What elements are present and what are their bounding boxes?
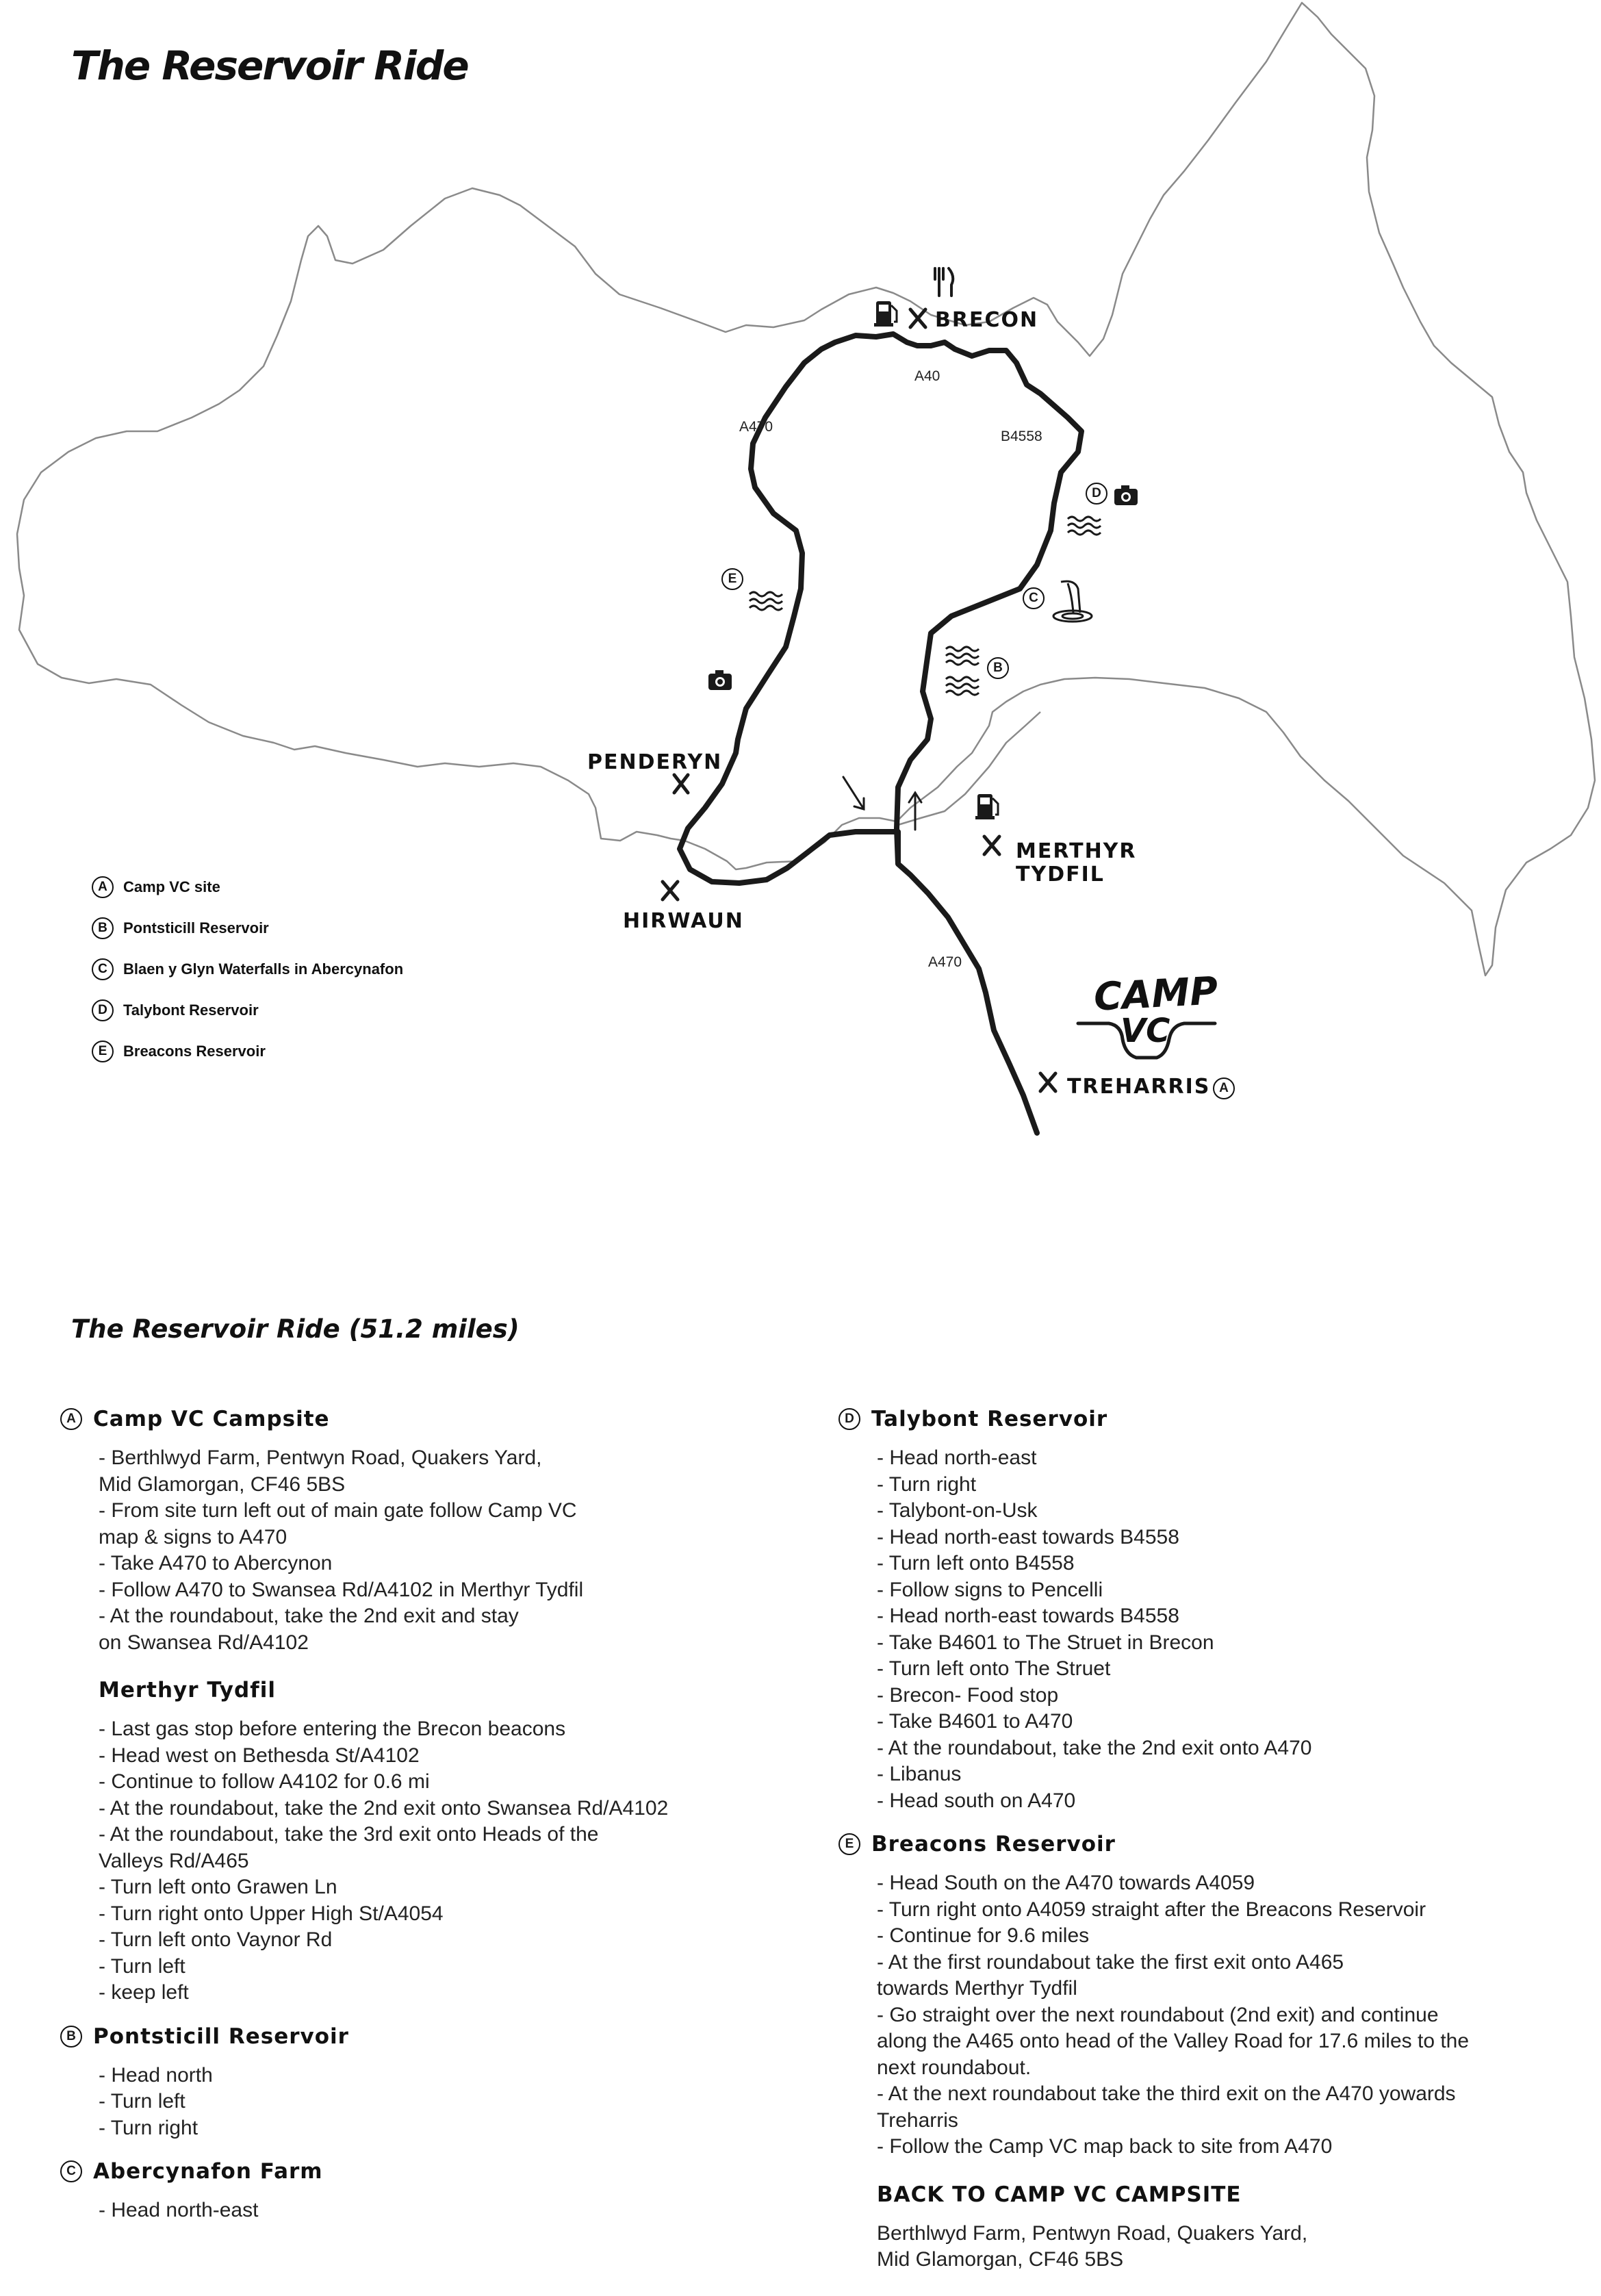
- camera-icon: [708, 670, 732, 690]
- legend-label: Breacons Reservoir: [123, 1043, 266, 1060]
- step-line: along the A465 onto head of the Valley Road for 17.6 miles to the: [877, 2030, 1470, 2052]
- step-line: - Turn right onto A4059 straight after the Breacons Reservoir: [877, 1898, 1426, 1921]
- legend-item: [92, 949, 403, 990]
- step-line: - Head north-east towards B4558: [877, 1605, 1179, 1627]
- section-marker: B: [60, 2026, 82, 2048]
- step-line: - Talybont-on-Usk: [877, 1499, 1038, 1522]
- step-line: - Take A470 to Abercynon: [99, 1552, 333, 1574]
- legend-label: Pontsticill Reservoir: [123, 919, 269, 936]
- step-line: on Swansea Rd/A4102: [99, 1631, 309, 1654]
- penderyn-label: PENDERYN: [587, 750, 723, 774]
- step-line: - Follow the Camp VC map back to site from A470: [877, 2135, 1333, 2158]
- road-label-b4558: B4558: [1001, 429, 1042, 444]
- section-marker: C: [60, 2160, 82, 2182]
- legend-item: [92, 1031, 403, 1072]
- step-line: - Turn left: [99, 2090, 185, 2113]
- step-line: - Turn right onto Upper High St/A4054: [99, 1902, 444, 1925]
- step-line: - Turn left onto B4558: [877, 1552, 1075, 1574]
- step-line: - Turn right: [877, 1472, 977, 1496]
- food-stop-icon: [935, 268, 953, 296]
- step-line: map & signs to A470: [99, 1525, 287, 1548]
- road-label-a40: A40: [914, 368, 940, 384]
- step-line: - Berthlwyd Farm, Pentwyn Road, Quakers Yard,: [99, 1446, 542, 1469]
- section-c-steps: [99, 2197, 799, 2224]
- step-line: Mid Glamorgan, CF46 5BS: [99, 1472, 346, 1496]
- step-line: - Take B4601 to The Struet in Brecon: [877, 1631, 1214, 1654]
- step-line: - Take B4601 to A470: [877, 1710, 1073, 1733]
- section-title: Camp VC Campsite: [93, 1407, 330, 1431]
- map-marker-b: B: [987, 657, 1009, 679]
- step-line: - At the roundabout, take the 2nd exit and stay: [99, 1605, 519, 1627]
- camera-icon: [1114, 485, 1138, 505]
- back-to-campsite-address: [877, 2221, 1591, 2273]
- section-e-steps: [877, 1870, 1591, 2273]
- waterfall-icon: [1053, 581, 1092, 622]
- step-line: - Continue to follow A4102 for 0.6 mi: [99, 1770, 430, 1793]
- legend-item: [92, 867, 403, 908]
- camp-vc-logo-camp: CAMP: [1092, 969, 1219, 1020]
- step-line: Valleys Rd/A465: [99, 1849, 249, 1872]
- step-line: next roundabout.: [877, 2056, 1032, 2079]
- water-icon: [750, 592, 782, 610]
- step-line: - Continue for 9.6 miles: [877, 1924, 1090, 1947]
- map-marker-e: E: [721, 568, 743, 590]
- section-d-steps: [877, 1445, 1591, 1814]
- back-to-campsite-heading: BACK TO CAMP VC CAMPSITE: [877, 2182, 1242, 2207]
- brecon-label: BRECON: [935, 308, 1039, 332]
- legend-label: Talybont Reservoir: [123, 1002, 259, 1019]
- section-title: Breacons Reservoir: [871, 1832, 1116, 1857]
- hirwaun-label: HIRWAUN: [623, 909, 744, 933]
- step-line: - Head South on the A470 towards A4059: [877, 1872, 1255, 1894]
- step-line: - Last gas stop before entering the Brecon beacons: [99, 1718, 566, 1740]
- step-line: - Head north-east towards B4558: [877, 1525, 1179, 1548]
- region-boundary-notch: [898, 712, 1040, 825]
- section-marker: D: [838, 1408, 860, 1430]
- step-line: - Head north: [99, 2063, 213, 2087]
- page-title: The Reservoir Ride: [71, 42, 468, 89]
- step-line: - Turn left onto Vaynor Rd: [99, 1928, 333, 1951]
- section-title: Talybont Reservoir: [871, 1407, 1108, 1431]
- step-line: - Head north-east: [99, 2199, 259, 2221]
- hirwaun-x-mark: [663, 882, 678, 900]
- legend-marker: A: [92, 876, 114, 898]
- road-label-a470-north: A470: [739, 419, 773, 435]
- treharris-x-mark: [1040, 1073, 1055, 1091]
- step-line: - At the roundabout, take the 2nd exit onto A470: [877, 1736, 1312, 1759]
- fuel-pump-icon: [874, 301, 897, 327]
- section-marker: E: [838, 1833, 860, 1855]
- step-line: - At the next roundabout take the third exit on the A470 yowards: [877, 2082, 1456, 2105]
- directions-title: The Reservoir Ride (51.2 miles): [71, 1314, 520, 1344]
- merthyr-label-line2: TYDFIL: [1016, 863, 1105, 886]
- map-marker-a: A: [1213, 1077, 1235, 1099]
- town-markers: [663, 309, 1055, 1091]
- merthyr-steps: [99, 1716, 799, 2006]
- water-icon: [946, 647, 979, 665]
- legend-marker: D: [92, 999, 114, 1021]
- step-line: - Head west on Bethesda St/A4102: [99, 1744, 420, 1767]
- legend-label: Blaen y Glyn Waterfalls in Abercynafon: [123, 960, 404, 978]
- section-title: Abercynafon Farm: [93, 2159, 323, 2184]
- section-header-d: [838, 1407, 1591, 1431]
- step-line: - keep left: [99, 1981, 189, 2004]
- region-boundary-main: [17, 3, 1595, 975]
- step-line: - Turn left onto The Struet: [877, 1657, 1111, 1680]
- legend-marker: B: [92, 917, 114, 939]
- step-line: - At the roundabout, take the 3rd exit onto Heads of the: [99, 1823, 599, 1846]
- step-line: - From site turn left out of main gate follow Camp VC: [99, 1499, 577, 1522]
- legend-marker: E: [92, 1041, 114, 1062]
- section-title: Pontsticill Reservoir: [93, 2024, 349, 2049]
- arrow-up-icon: [909, 793, 921, 830]
- map-legend: [92, 867, 403, 1072]
- fuel-pump-icon: [975, 794, 998, 819]
- step-line: - Brecon- Food stop: [877, 1683, 1059, 1707]
- legend-item: [92, 990, 403, 1031]
- camp-vc-logo-vc: VC: [1120, 1012, 1170, 1050]
- step-line: - Turn left onto Grawen Ln: [99, 1876, 337, 1898]
- merthyr-x-mark: [984, 837, 999, 854]
- route-line: [680, 334, 1081, 1133]
- section-header-a: [60, 1407, 799, 1431]
- step-line: - Go straight over the next roundabout (2nd exit) and continue: [877, 2003, 1439, 2026]
- penderyn-x-mark: [674, 775, 688, 793]
- water-icon: [946, 677, 979, 695]
- map-marker-d: D: [1086, 483, 1107, 505]
- step-line: Treharris: [877, 2108, 958, 2132]
- treharris-label: TREHARRIS: [1067, 1075, 1211, 1099]
- merthyr-subheading: Merthyr Tydfil: [99, 1678, 276, 1702]
- merthyr-label-line1: MERTHYR: [1016, 839, 1137, 863]
- step-line: - Head south on A470: [877, 1789, 1076, 1812]
- step-line: - Turn left: [99, 1954, 185, 1978]
- step-line: - Follow signs to Pencelli: [877, 1578, 1103, 1601]
- section-header-e: [838, 1832, 1591, 1857]
- address-line: Mid Glamorgan, CF46 5BS: [877, 2248, 1124, 2271]
- directions-left-column: [60, 1407, 799, 2224]
- step-line: - Libanus: [877, 1763, 962, 1785]
- legend-label: Camp VC site: [123, 878, 220, 895]
- directions-right-column: [838, 1407, 1591, 2273]
- section-header-c: [60, 2159, 799, 2184]
- section-marker: A: [60, 1408, 82, 1430]
- section-b-steps: [99, 2063, 799, 2142]
- map-marker-c: C: [1023, 587, 1045, 609]
- section-a-steps: [99, 1445, 799, 2006]
- road-label-a470-south: A470: [928, 954, 962, 970]
- step-line: towards Merthyr Tydfil: [877, 1977, 1077, 2000]
- brecon-x-mark: [910, 309, 925, 327]
- legend-item: [92, 908, 403, 949]
- water-icon: [1068, 517, 1101, 535]
- section-header-b: [60, 2024, 799, 2049]
- step-line: - At the first roundabout take the first exit onto A465: [877, 1950, 1344, 1974]
- step-line: - Turn right: [99, 2116, 198, 2139]
- legend-marker: C: [92, 958, 114, 980]
- step-line: - At the roundabout, take the 2nd exit onto Swansea Rd/A4102: [99, 1796, 669, 1820]
- step-line: - Follow A470 to Swansea Rd/A4102 in Merthyr Tydfil: [99, 1578, 584, 1601]
- step-line: - Head north-east: [877, 1446, 1037, 1469]
- address-line: Berthlwyd Farm, Pentwyn Road, Quakers Yard,: [877, 2221, 1308, 2245]
- arrow-down-right-icon: [843, 777, 864, 809]
